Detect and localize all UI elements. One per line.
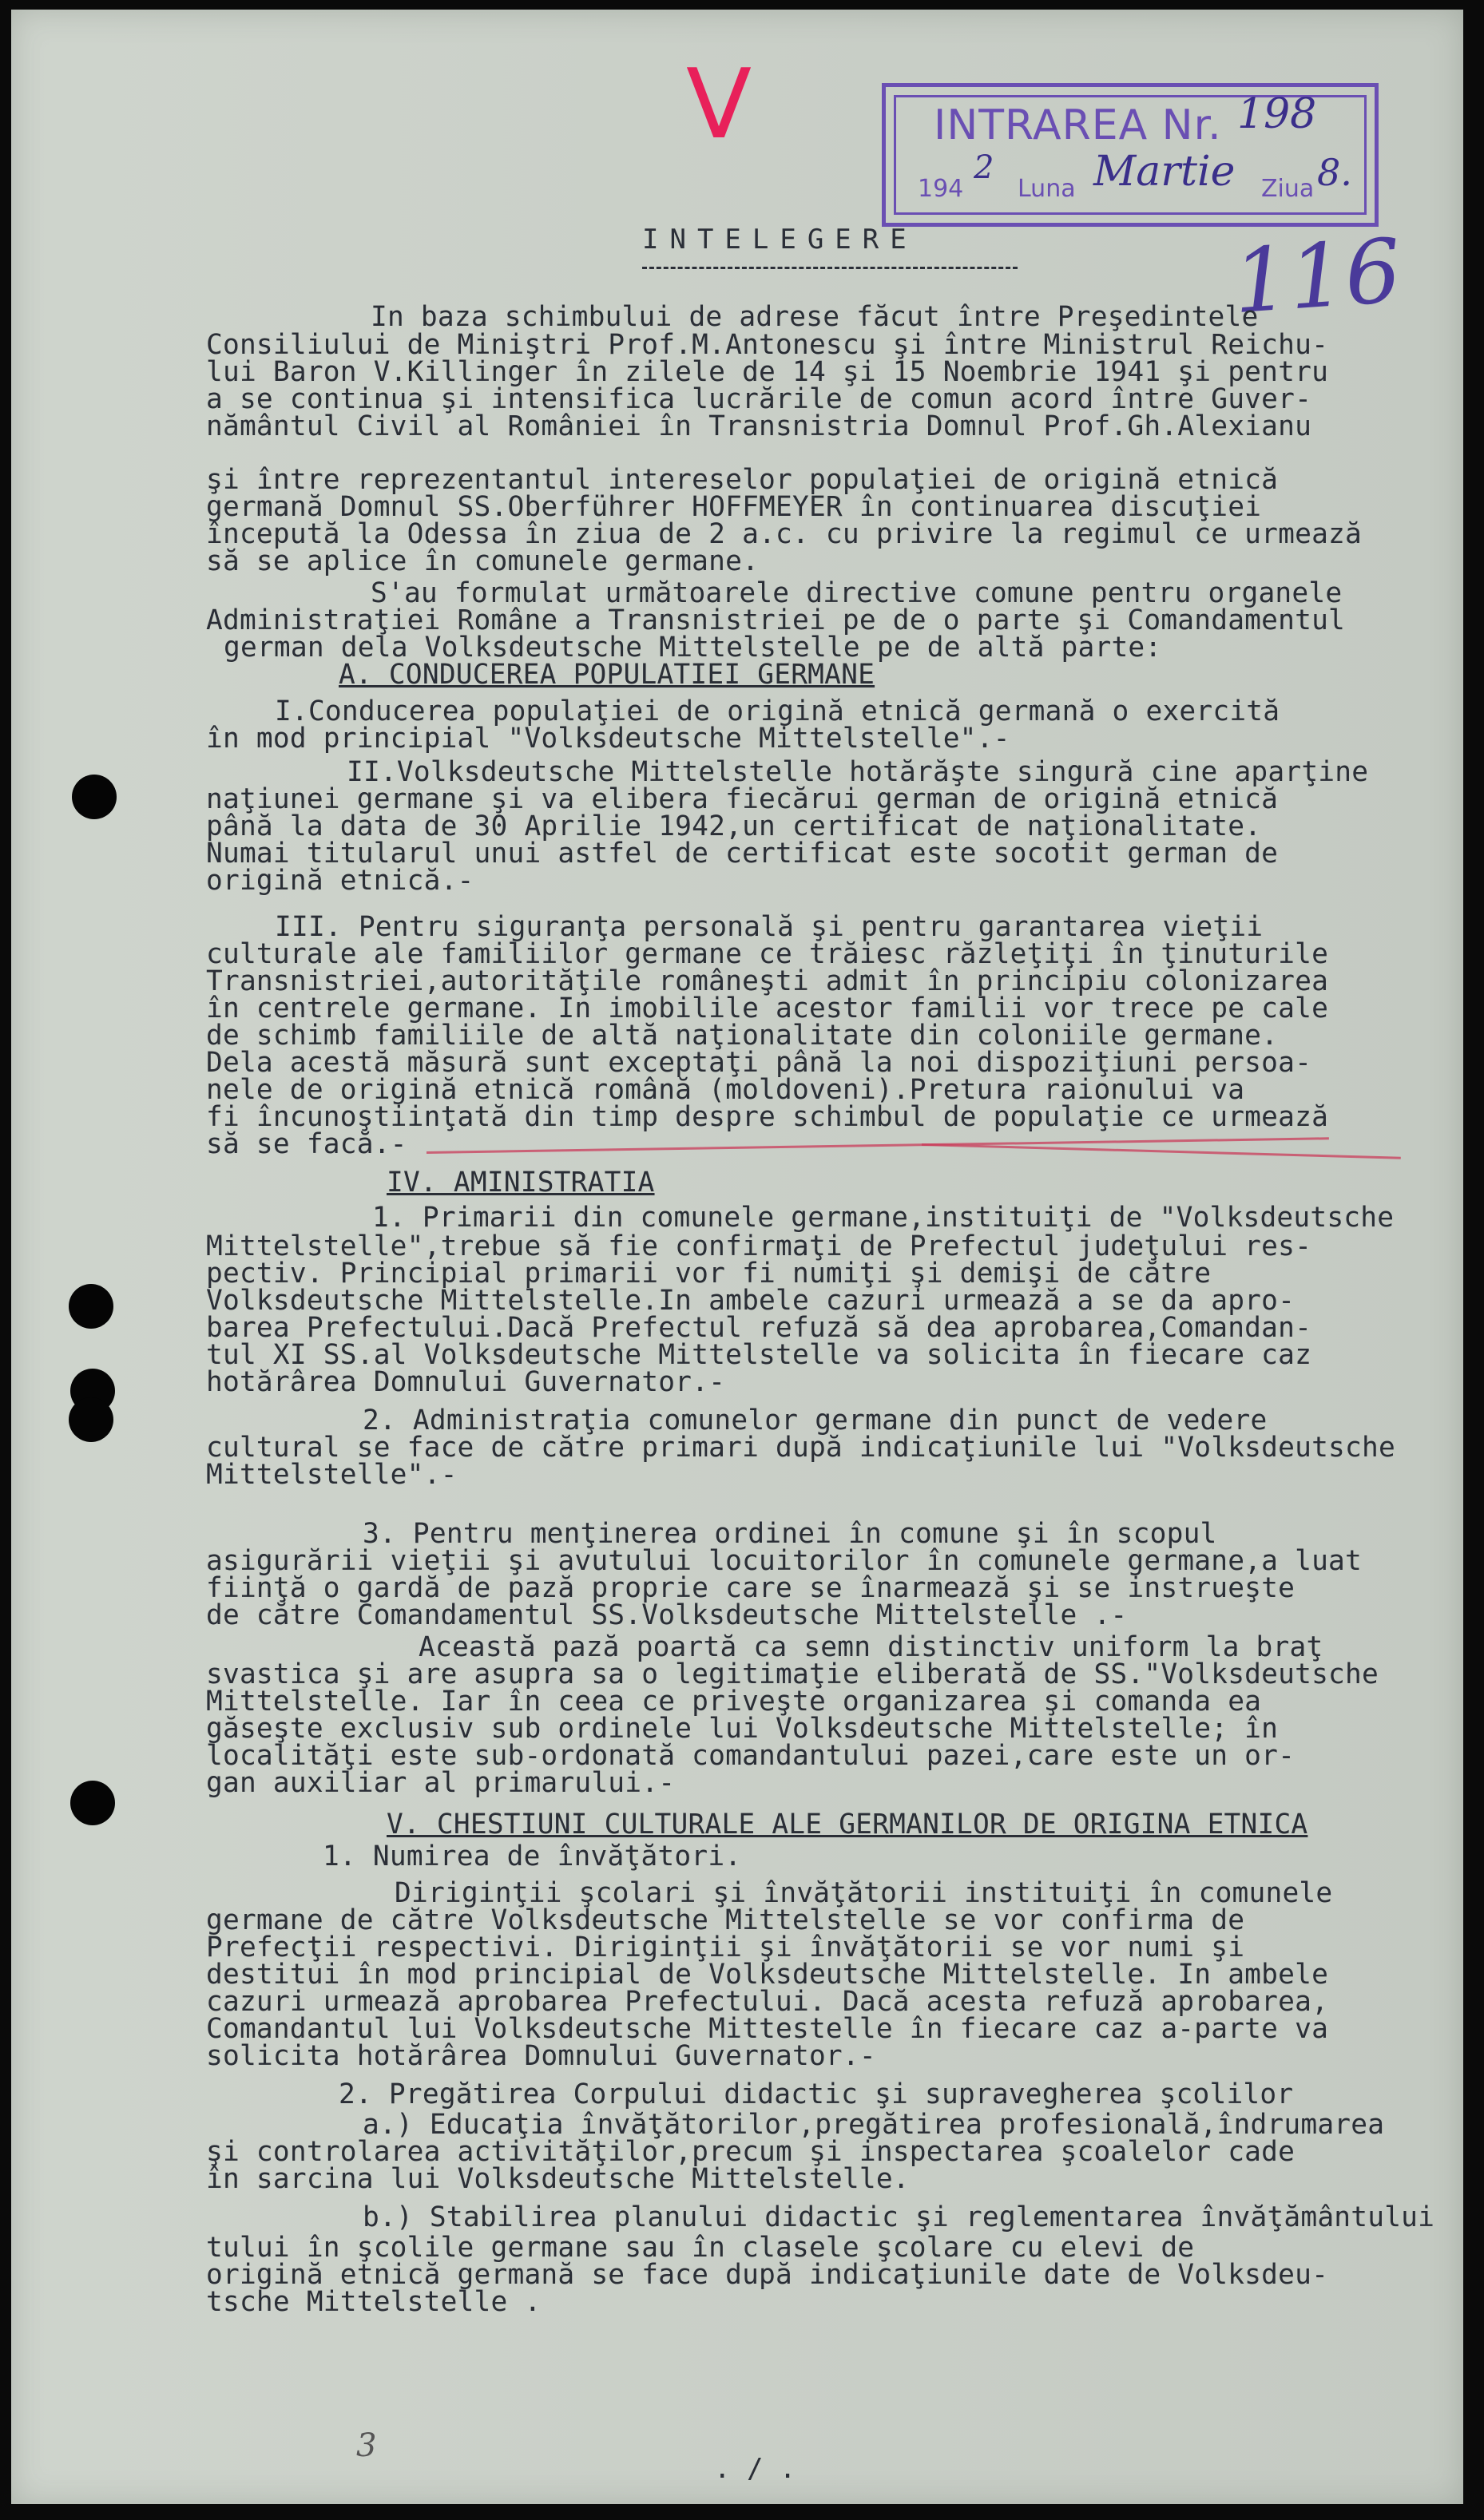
text-line: asigurării vieţii şi avutului locuitorilor în comunele germane,a luat bbox=[206, 1545, 1362, 1577]
text-line: tsche Mittelstelle . bbox=[206, 2286, 542, 2318]
text-line: Numai titularul unui astfel de certificat este socotit german de bbox=[206, 838, 1279, 870]
text-line: germane de către Volksdeutsche Mittelstelle se vor confirma de bbox=[206, 1904, 1245, 1936]
handwritten-number: 3 bbox=[356, 2427, 377, 2464]
text-line: Transnistriei,autorităţile româneşti admit în principiu colonizarea bbox=[206, 965, 1329, 997]
stamp-month-label: Luna bbox=[1018, 175, 1076, 203]
text-line: tul XI SS.al Volksdeutsche Mittelstelle va solicita în fiecare caz bbox=[206, 1339, 1312, 1371]
text-line: svastica şi are asupra sa o legitimaţie eliberată de SS."Volksdeutsche bbox=[206, 1658, 1379, 1690]
text-line: şi controlarea activităţilor,precum şi inspectarea şcoalelor cade bbox=[206, 2136, 1296, 2168]
text-line: şi între reprezentantul intereselor populaţiei de origină etnică bbox=[206, 464, 1279, 496]
text-line: localităţi este sub-ordonată comandantului pazei,care este un or- bbox=[206, 1740, 1296, 1772]
text-line: Mittelstelle".- bbox=[206, 1459, 458, 1491]
text-line: b.) Stabilirea planului didactic şi reglementarea învăţământului bbox=[363, 2201, 1435, 2233]
text-line: să se facă.- bbox=[206, 1128, 407, 1160]
document-title: INTELEGERE bbox=[642, 224, 918, 256]
text-line: de schimb familiile de altă naţionalitate din coloniile germane. bbox=[206, 1020, 1279, 1052]
stamp-year-digit: 2 bbox=[974, 149, 994, 186]
text-line: solicita hotărârea Domnului Guvernator.- bbox=[206, 2040, 876, 2072]
text-line: Consiliului de Miniştri Prof.M.Antonescu şi între Ministrul Reichu- bbox=[206, 329, 1329, 361]
registration-number: 116 bbox=[1229, 219, 1405, 334]
margin-mark: V bbox=[686, 50, 752, 160]
text-line: II.Volksdeutsche Mittelstelle hotărăşte singură cine aparţine bbox=[347, 756, 1369, 788]
text-line: Volksdeutsche Mittelstelle.In ambele cazuri urmează a se da apro- bbox=[206, 1285, 1296, 1317]
text-line: fi încunoştiinţată din timp despre schimbul de populaţie ce urmează bbox=[206, 1101, 1329, 1133]
section-heading: A. CONDUCEREA POPULATIEI GERMANE bbox=[339, 659, 875, 691]
text-line: 1. Primarii din comunele germane,instituiţi de "Volksdeutsche bbox=[372, 1202, 1395, 1234]
section-heading: V. CHESTIUNI CULTURALE ALE GERMANILOR DE ORIGINA ETNICA bbox=[387, 1809, 1308, 1840]
text-line: Comandantul lui Volksdeutsche Mittestelle în fiecare caz a-parte va bbox=[206, 2013, 1329, 2045]
text-line: de către Comandamentul SS.Volksdeutsche Mittelstelle .- bbox=[206, 1599, 1128, 1631]
text-line: barea Prefectului.Dacă Prefectul refuză să dea aprobarea,Comandan- bbox=[206, 1312, 1312, 1344]
text-line: începută la Odessa în ziua de 2 a.c. cu privire la regimul ce urmează bbox=[206, 518, 1362, 550]
text-line: cultural se face de către primari după indicaţiunile lui "Volksdeutsche bbox=[206, 1432, 1395, 1464]
text-line: în centrele germane. In imobilile acestor familii vor trece pe cale bbox=[206, 993, 1329, 1024]
text-line: In baza schimbului de adrese făcut între Preşedintele bbox=[371, 301, 1259, 333]
text-line: fiinţă o gardă de pază proprie care se înarmează şi se instrueşte bbox=[206, 1572, 1296, 1604]
text-line: Această pază poartă ca semn distinctiv uniform la braţ bbox=[419, 1631, 1323, 1663]
stamp-entry-number: 198 bbox=[1237, 90, 1317, 138]
text-line: până la data de 30 Aprilie 1942,un certificat de naţionalitate. bbox=[206, 810, 1262, 842]
text-line: tului în şcolile germane sau în clasele şcolare cu elevi de bbox=[206, 2232, 1195, 2264]
text-line: culturale ale familiilor germane ce trăiesc răzleţiţi în ţinuturile bbox=[206, 938, 1329, 970]
text-line: Dela acestă măsură sunt exceptaţi până la noi dispoziţiuni persoa- bbox=[206, 1047, 1312, 1079]
text-line: nământul Civil al României în Transnistria Domnul Prof.Gh.Alexianu bbox=[206, 410, 1312, 442]
text-line: a se continua şi intensifica lucrările de comun acord între Guver- bbox=[206, 383, 1312, 415]
text-line: a.) Educaţia învăţătorilor,pregătirea profesională,îndrumarea bbox=[363, 2109, 1385, 2141]
text-line: 2. Administraţia comunelor germane din punct de vedere bbox=[363, 1405, 1268, 1436]
text-line: origină etnică germană se face după indicaţiunile date de Volksdeu- bbox=[206, 2259, 1329, 2291]
text-line: 2. Pregătirea Corpului didactic şi supravegherea şcolilor bbox=[339, 2078, 1294, 2110]
stamp-month: Martie bbox=[1093, 148, 1236, 196]
text-line: destitui în mod principial de Volksdeutsche Mittelstelle. In ambele bbox=[206, 1959, 1329, 1991]
text-line: gan auxiliar al primarului.- bbox=[206, 1767, 676, 1799]
text-line: hotărârea Domnului Guvernator.- bbox=[206, 1366, 726, 1398]
stamp-year-label: 194 bbox=[918, 175, 964, 203]
section-heading: IV. AMINISTRATIA bbox=[387, 1167, 655, 1199]
stamp-day: 8. bbox=[1317, 151, 1352, 194]
text-line: Administraţiei Române a Transnistriei pe de o parte şi Comandamentul bbox=[206, 604, 1346, 636]
text-line: găseşte exclusiv sub ordinele lui Volksdeutsche Mittelstelle; în bbox=[206, 1713, 1279, 1745]
text-line: în mod principial "Volksdeutsche Mittelstelle".- bbox=[206, 723, 1010, 755]
text-line: lui Baron V.Killinger în zilele de 14 şi 15 Noembrie 1941 şi pentru bbox=[206, 356, 1329, 388]
text-line: Prefecţii respectivi. Diriginţii şi învăţătorii se vor numi şi bbox=[206, 1932, 1245, 1963]
text-line: III. Pentru siguranţa personală şi pentru garantarea vieţii bbox=[275, 911, 1264, 943]
text-line: I.Conducerea populaţiei de origină etnică germană o exercită bbox=[275, 695, 1280, 727]
text-line: naţiunei germane şi va elibera fiecărui german de origină etnică bbox=[206, 783, 1279, 815]
text-line: cazuri urmează aprobarea Prefectului. Dacă acesta refuză aprobarea, bbox=[206, 1986, 1329, 2018]
text-line: german dela Volksdeutsche Mittelstelle pe de altă parte: bbox=[224, 632, 1162, 664]
text-line: S'au formulat următoarele directive comune pentru organele bbox=[371, 577, 1343, 609]
text-line: Mittelstelle",trebue să fie confirmaţi de Prefectul judeţului res- bbox=[206, 1230, 1312, 1262]
text-line: Diriginţii şcolari şi învăţătorii instituiţi în comunele bbox=[395, 1877, 1333, 1909]
text-line: să se aplice în comunele germane. bbox=[206, 545, 760, 577]
document-sheet bbox=[11, 10, 1463, 2504]
text-line: în sarcina lui Volksdeutsche Mittelstelle. bbox=[206, 2163, 910, 2195]
stamp-day-label: Ziua bbox=[1261, 175, 1315, 203]
text-line: Mittelstelle. Iar în ceea ce priveşte organizarea şi comanda ea bbox=[206, 1686, 1262, 1718]
text-line: 3. Pentru menţinerea ordinei în comune şi în scopul bbox=[363, 1518, 1217, 1550]
text-line: 1. Numirea de învăţători. bbox=[323, 1840, 742, 1872]
text-line: nele de origină etnică română (moldoveni).Pretura raionului va bbox=[206, 1074, 1245, 1106]
page-marker: . / . bbox=[714, 2453, 796, 2485]
text-line: germană Domnul SS.Oberführer HOFFMEYER în continuarea discuţiei bbox=[206, 491, 1262, 523]
text-line: origină etnică.- bbox=[206, 865, 474, 897]
stamp-entry-label: INTRAREA Nr. bbox=[934, 101, 1222, 149]
text-line: pectiv. Principial primarii vor fi numiţi şi demişi de către bbox=[206, 1258, 1212, 1290]
document-body bbox=[11, 10, 1463, 2504]
